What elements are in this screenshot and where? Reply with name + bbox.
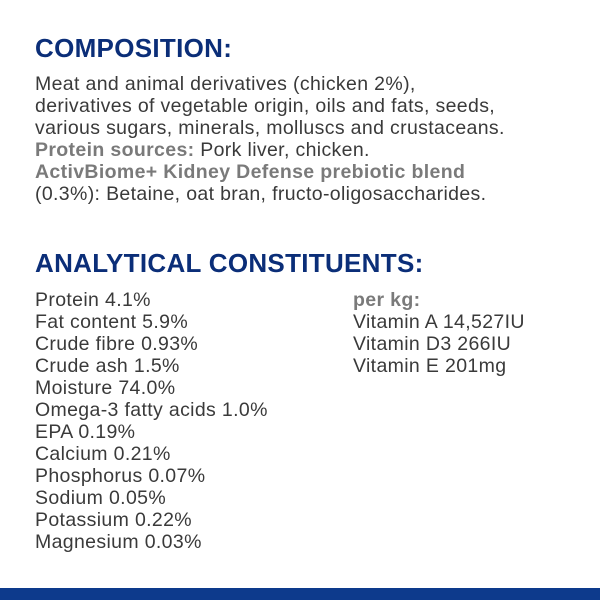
composition-heading: COMPOSITION:	[35, 33, 233, 63]
constituent-item: Magnesium 0.03%	[35, 531, 202, 553]
constituent-item: Crude ash 1.5%	[35, 355, 180, 377]
vitamins-list	[353, 289, 525, 377]
vitamin-item: Vitamin A 14,527IU	[353, 311, 525, 333]
constituent-item: Calcium 0.21%	[35, 443, 171, 465]
footer-bar	[0, 588, 600, 600]
prebiotic-blend-text: (0.3%): Betaine, oat bran, fructo-oligosaccharides.	[35, 183, 487, 205]
composition-line: derivatives of vegetable origin, oils and fats, seeds,	[35, 95, 496, 117]
vitamin-item: Vitamin E 201mg	[353, 355, 507, 377]
constituent-item: Moisture 74.0%	[35, 377, 176, 399]
constituent-item: Crude fibre 0.93%	[35, 333, 199, 355]
composition-line: various sugars, minerals, molluscs and crustaceans.	[35, 117, 505, 139]
constituent-item: Fat content 5.9%	[35, 311, 189, 333]
per-kg-label: per kg:	[353, 289, 421, 311]
composition-line: Meat and animal derivatives (chicken 2%),	[35, 73, 416, 95]
constituents-list	[35, 289, 268, 553]
protein-sources	[35, 139, 595, 161]
composition-text	[35, 73, 595, 205]
analytical-heading: ANALYTICAL CONSTITUENTS:	[35, 248, 424, 278]
protein-sources-label: Protein sources:	[35, 139, 195, 161]
constituent-item: Omega-3 fatty acids 1.0%	[35, 399, 268, 421]
prebiotic-blend-label: ActivBiome+ Kidney Defense prebiotic blend	[35, 161, 466, 183]
constituent-item: Potassium 0.22%	[35, 509, 192, 531]
constituent-item: EPA 0.19%	[35, 421, 136, 443]
protein-sources-text: Pork liver, chicken.	[194, 139, 370, 161]
constituent-item: Protein 4.1%	[35, 289, 151, 311]
constituent-item: Sodium 0.05%	[35, 487, 167, 509]
vitamin-item: Vitamin D3 266IU	[353, 333, 512, 355]
constituent-item: Phosphorus 0.07%	[35, 465, 206, 487]
